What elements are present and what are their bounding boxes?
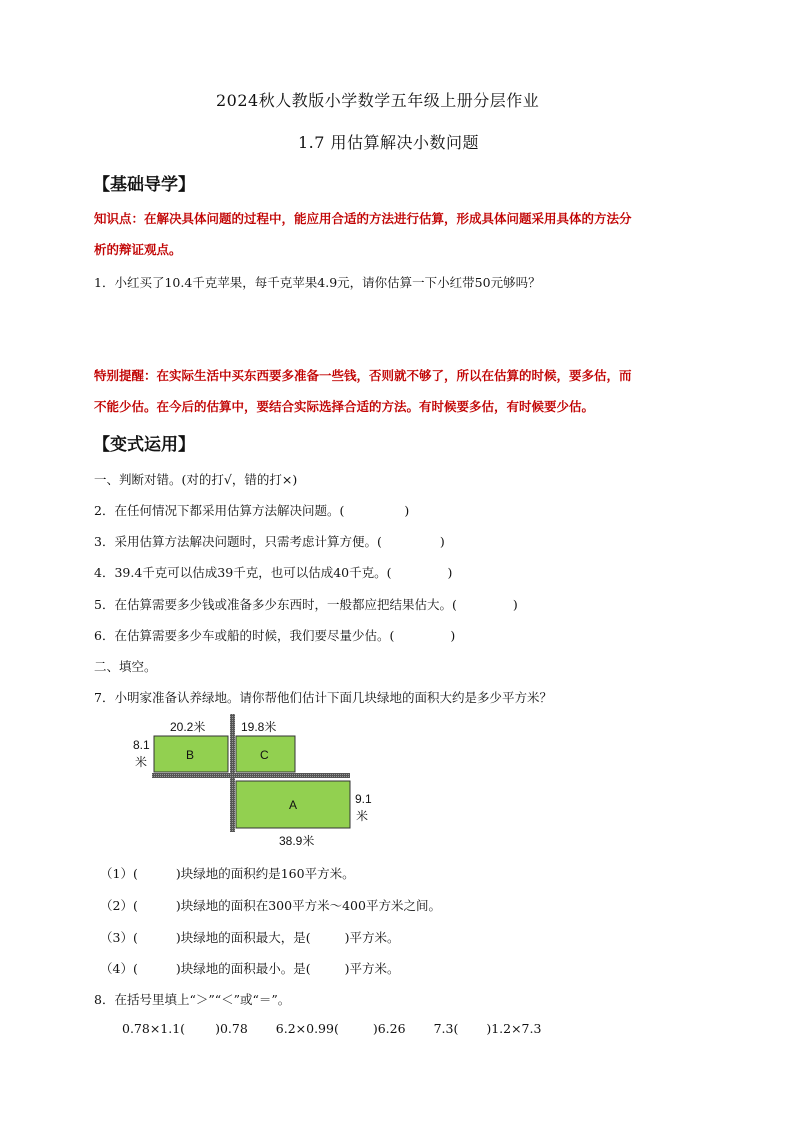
question-7-3-text: )块绿地的面积最大，是( xyxy=(175,930,311,945)
part-2-heading: 二、填空。 xyxy=(94,659,157,674)
question-5-text: 5．在估算需要多少钱或准备多少东西时，一般都应把结果估大。( xyxy=(94,597,457,612)
knowledge-point-line1: 知识点：在解决具体问题的过程中，能应用合适的方法进行估算，形成具体问题采用具体的方法分 xyxy=(94,211,632,226)
page-title: 2024秋人教版小学数学五年级上册分层作业 xyxy=(216,91,540,110)
horizontal-road-left xyxy=(152,773,230,778)
section-heading-variations: 【变式运用】 xyxy=(93,435,195,455)
plot-b-label: B xyxy=(186,748,195,762)
plot-a-label: A xyxy=(289,798,298,812)
question-3-text: 3．采用估算方法解决问题时，只需考虑计算方便。( xyxy=(94,534,382,549)
plot-b-width: 20.2米 xyxy=(170,720,206,734)
paren-open: （1）( xyxy=(100,866,138,881)
plot-c-width: 19.8米 xyxy=(241,720,277,734)
question-3 xyxy=(94,532,445,550)
question-7-3 xyxy=(100,928,400,946)
plot-bc-height-num: 8.1 xyxy=(133,738,150,752)
question-4 xyxy=(94,563,452,581)
compare-b-right: )6.26 xyxy=(372,1021,406,1036)
section-heading-basics: 【基础导学】 xyxy=(93,175,195,195)
question-4-text: 4．39.4千克可以估成39千克，也可以估成40千克。( xyxy=(94,565,392,580)
question-7: 7．小明家准备认养绿地。请你帮他们估计下面几块绿地的面积大约是多少平方米？ xyxy=(94,690,552,705)
close-paren: ) xyxy=(404,503,410,518)
compare-a-left: 0.78×1.1( xyxy=(122,1021,186,1036)
compare-c-left: 7.3( xyxy=(433,1021,459,1036)
reminder-line2: 不能少估。在今后的估算中，要结合实际选择合适的方法。有时候要多估，有时候要少估。 xyxy=(94,399,595,414)
plot-a-height-num: 9.1 xyxy=(355,792,372,806)
question-7-2-text: )块绿地的面积在300平方米～400平方米之间。 xyxy=(175,898,441,913)
paren-open: （3）( xyxy=(100,930,138,945)
question-6 xyxy=(94,626,455,644)
question-5 xyxy=(94,595,518,613)
question-2 xyxy=(94,501,409,519)
close-paren: ) xyxy=(450,628,456,643)
plot-a-width: 38.9米 xyxy=(279,834,315,848)
vertical-road xyxy=(230,714,235,832)
close-paren: ) xyxy=(439,534,445,549)
paren-open: （4）( xyxy=(100,961,138,976)
question-7-3-unit: )平方米。 xyxy=(344,930,400,945)
plot-c-label: C xyxy=(260,748,269,762)
knowledge-point-line2: 析的辩证观点。 xyxy=(94,242,182,257)
question-7-2 xyxy=(100,896,441,914)
question-7-1-text: )块绿地的面积约是160平方米。 xyxy=(175,866,355,881)
question-8: 8．在括号里填上“＞”“＜”或“＝”。 xyxy=(94,992,291,1007)
paren-open: （2）( xyxy=(100,898,138,913)
green-plots-diagram xyxy=(130,712,390,852)
close-paren: ) xyxy=(447,565,453,580)
compare-c-right: )1.2×7.3 xyxy=(486,1021,542,1036)
question-7-4-unit: )平方米。 xyxy=(344,961,400,976)
close-paren: ) xyxy=(512,597,518,612)
compare-b-left: 6.2×0.99( xyxy=(275,1021,339,1036)
reminder-line1: 特别提醒：在实际生活中买东西要多准备一些钱，否则就不够了，所以在估算的时候，要多估，而 xyxy=(94,368,632,383)
question-1: 1．小红买了10.4千克苹果，每千克苹果4.9元，请你估算一下小红带50元够吗？ xyxy=(94,275,541,290)
question-8-items xyxy=(122,1021,541,1036)
question-7-1 xyxy=(100,864,355,882)
part-1-heading: 一、判断对错。(对的打√，错的打×) xyxy=(94,472,298,487)
question-7-4 xyxy=(100,959,400,977)
plot-a-height-unit: 米 xyxy=(356,809,369,823)
plot-bc-height-unit: 米 xyxy=(135,755,148,769)
compare-a-right: )0.78 xyxy=(215,1021,248,1036)
question-2-text: 2．在任何情况下都采用估算方法解决问题。( xyxy=(94,503,345,518)
horizontal-road-right xyxy=(235,773,350,778)
page-subtitle: 1.7 用估算解决小数问题 xyxy=(298,133,480,152)
question-6-text: 6．在估算需要多少车或船的时候，我们要尽量少估。( xyxy=(94,628,395,643)
question-7-4-text: )块绿地的面积最小。是( xyxy=(175,961,311,976)
